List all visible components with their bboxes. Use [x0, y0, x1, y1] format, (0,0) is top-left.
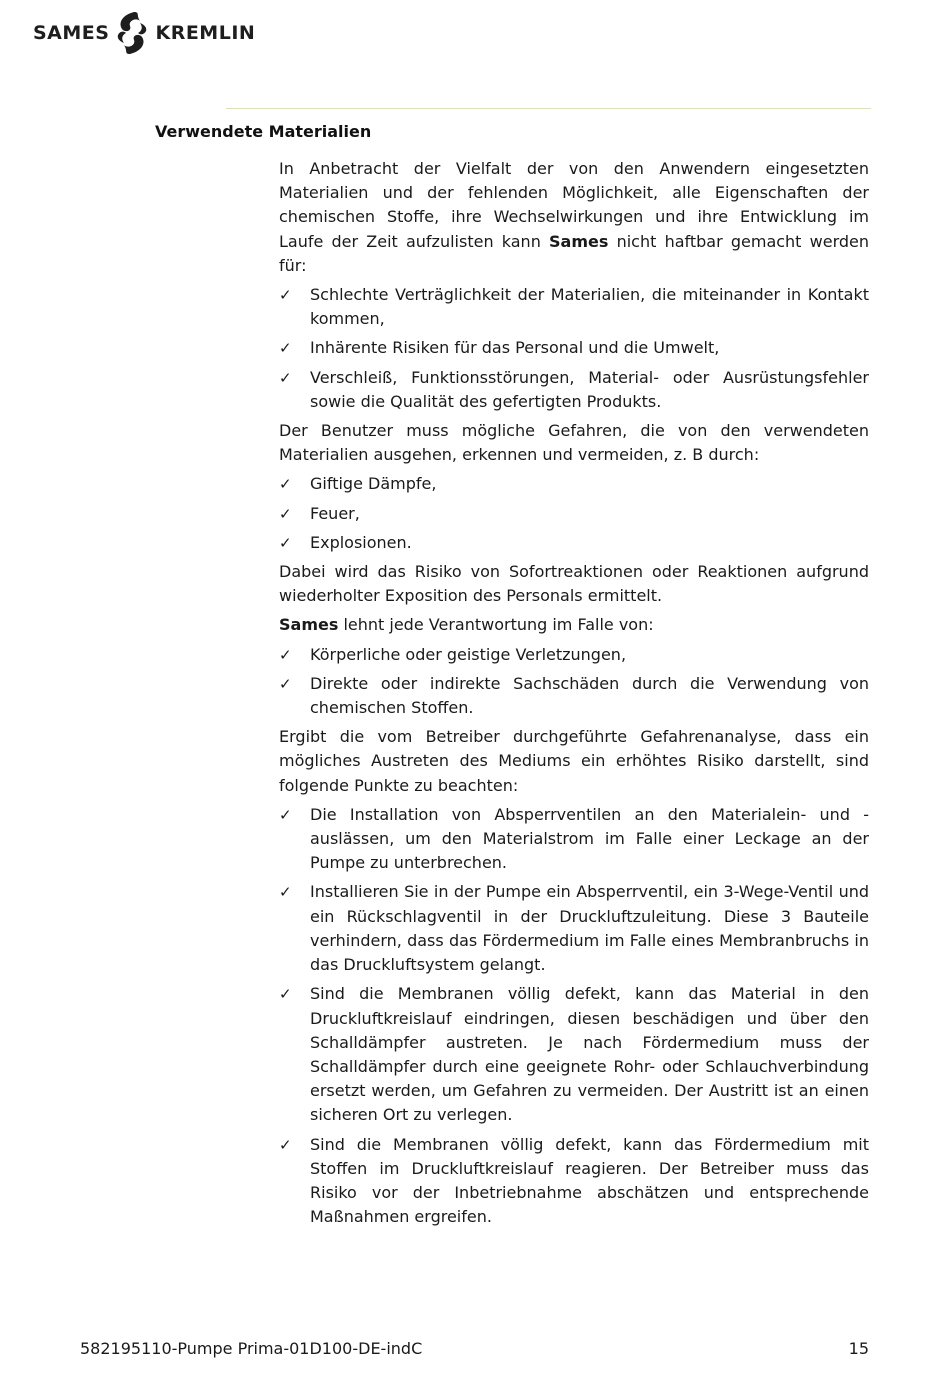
intro-paragraph: In Anbetracht der Vielfalt der von den Anwendern eingesetzten Materialien und der fehlenden Möglichkeit, alle Eigenschaften der chemischen Stoffe, ihre Wechselwirkungen und ihre Entwicklung im Laufe der Zeit aufzulisten kann Sames nicht haftbar gemacht werden für:	[279, 159, 870, 275]
logo-text-right: KREMLIN	[155, 22, 256, 44]
checkmark-icon: ✓	[279, 533, 292, 552]
footer-document-reference: 582195110-Pumpe Prima-01D100-DE-indC	[80, 1339, 423, 1358]
list-item: ✓ Giftige Dämpfe,	[279, 472, 869, 496]
checkmark-icon: ✓	[279, 805, 292, 824]
analysis-paragraph: Ergibt die vom Betreiber durchgeführte Gefahrenanalyse, dass ein mögliches Austreten des Mediums ein erhöhtes Risiko darstellt, sind folgende Punkte zu beachten:	[279, 727, 869, 795]
list-item: ✓ Verschleiß, Funktionsstörungen, Material- oder Ausrüstungsfehler sowie die Qualität des gefertigten Produkts.	[279, 367, 869, 411]
checkmark-icon: ✓	[279, 475, 292, 494]
list-item: ✓ Sind die Membranen völlig defekt, kann das Material in den Druckluftkreislauf eindringen, diesen beschädigen und über den Schalldämpfer austreten. Je nach Fördermedium muss der Schalldämpfer durch eine geeignete Rohr- oder Schlauchverbindung ersetzt werden, um Gefahren zu vermeiden. Der Austritt ist an einen sicheren Ort zu verlegen.	[279, 984, 869, 1125]
risk-paragraph: Dabei wird das Risiko von Sofortreaktionen oder Reaktionen aufgrund wiederholter Exposition des Personals ermittelt.	[279, 562, 869, 606]
section-body	[279, 157, 869, 1234]
list-item: ✓ Inhärente Risiken für das Personal und die Umwelt,	[279, 336, 869, 360]
checkmark-icon: ✓	[279, 883, 292, 902]
disclaimer-list	[279, 643, 869, 721]
hazards-list	[279, 472, 869, 555]
footer-page-number: 15	[848, 1339, 869, 1358]
list-item: ✓ Sind die Membranen völlig defekt, kann das Fördermedium mit Stoffen im Druckluftkreislauf reagieren. Der Betreiber muss das Risiko vor der Inbetriebnahme abschätzen und entsprechende Maßnahmen ergreifen.	[279, 1134, 869, 1227]
checkmark-icon: ✓	[279, 504, 292, 523]
checkmark-icon: ✓	[279, 286, 292, 305]
list-item: ✓ Feuer,	[279, 502, 869, 526]
list-item: ✓ Körperliche oder geistige Verletzungen,	[279, 643, 869, 667]
logo-swirl-icon	[112, 9, 152, 57]
list-item: ✓ Explosionen.	[279, 531, 869, 555]
checkmark-icon: ✓	[279, 985, 292, 1004]
list-item: ✓ Installieren Sie in der Pumpe ein Absperrventil, ein 3-Wege-Ventil und ein Rückschlagventil in der Druckluftzuleitung. Diese 3 Bauteile verhindern, dass das Fördermedium im Falle eines Membranbruchs in das Druckluftsystem gelangt.	[279, 882, 869, 975]
brand-name: Sames	[279, 615, 339, 635]
brand-name: Sames	[549, 231, 609, 251]
list-item: ✓ Die Installation von Absperrventilen an den Materialein- und -auslässen, um den Materialstrom im Falle einer Leckage an der Pumpe zu unterbrechen.	[279, 804, 869, 873]
checkmark-icon: ✓	[279, 674, 292, 693]
hazards-paragraph: Der Benutzer muss mögliche Gefahren, die von den verwendeten Materialien ausgehen, erkennen und vermeiden, z. B durch:	[279, 421, 869, 465]
checkmark-icon: ✓	[279, 368, 292, 387]
section-title: Verwendete Materialien	[155, 122, 372, 141]
disclaimer-paragraph: Sames lehnt jede Verantwortung im Falle von:	[279, 615, 654, 635]
company-logo	[33, 8, 255, 58]
measures-list	[279, 803, 869, 1229]
liability-list	[279, 283, 869, 414]
list-item: ✓ Schlechte Verträglichkeit der Materialien, die miteinander in Kontakt kommen,	[279, 285, 869, 329]
checkmark-icon: ✓	[279, 645, 292, 664]
logo-text-left: SAMES	[33, 22, 110, 44]
checkmark-icon: ✓	[279, 1135, 292, 1154]
list-item: ✓ Direkte oder indirekte Sachschäden durch die Verwendung von chemischen Stoffen.	[279, 673, 869, 718]
header-divider	[226, 108, 871, 109]
checkmark-icon: ✓	[279, 339, 292, 358]
